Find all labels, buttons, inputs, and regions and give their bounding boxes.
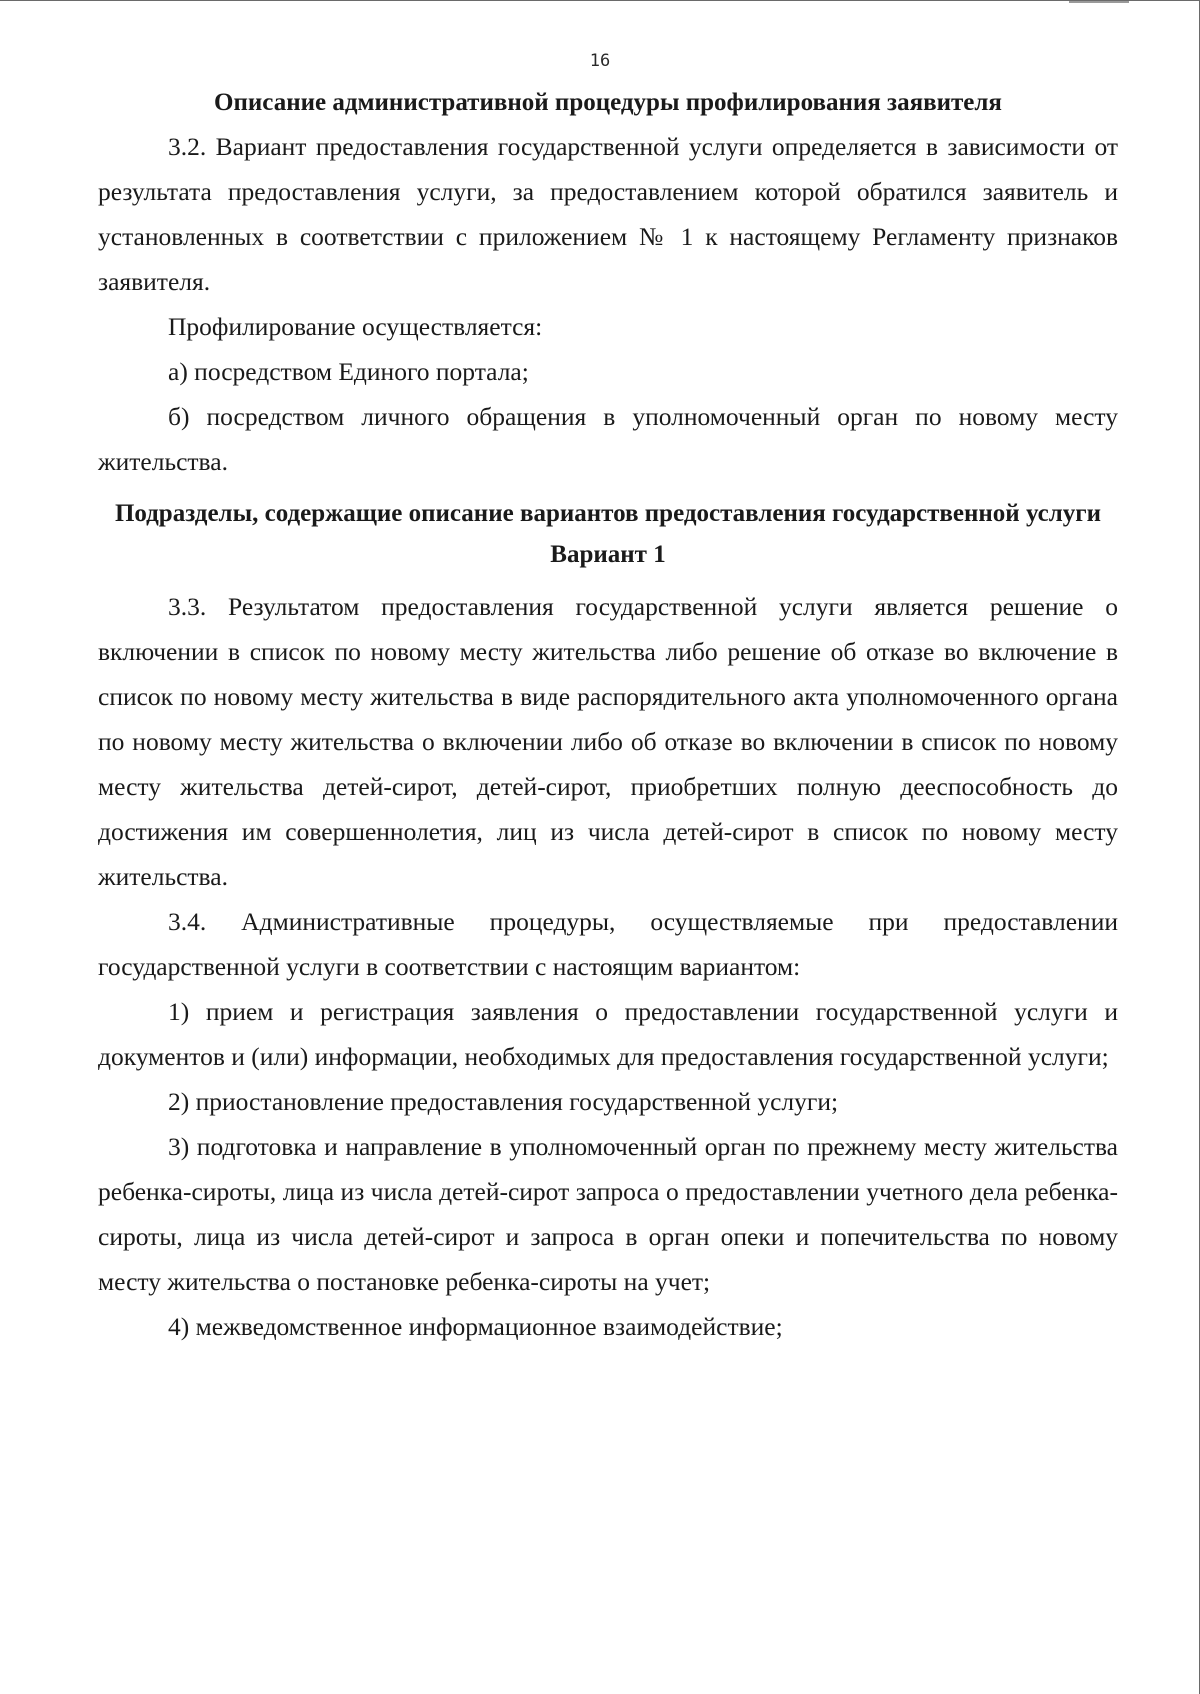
scan-edge-mark bbox=[1069, 1, 1129, 3]
paragraph-3-2: 3.2. Вариант предоставления государственной услуги определяется в зависимости от результата предоставления услуги, за предоставлением которой обратился заявитель и установленных в соответствии с приложением № 1 к настоящему Регламенту признаков заявителя. bbox=[98, 132, 1118, 296]
page-number: 16 bbox=[589, 51, 611, 71]
heading-profiling: Описание административной процедуры профилирования заявителя bbox=[214, 89, 1002, 116]
paragraph-profiling-intro: Профилирование осуществляется: bbox=[168, 312, 543, 341]
heading-subsections: Подразделы, содержащие описание вариантов предоставления государственной услуги bbox=[114, 500, 1102, 527]
paragraph-3-3: 3.3. Результатом предоставления государственной услуги является решение о включении в список по новому месту жительства либо решение об отказе во включение в список по новому месту жительства в виде распорядительного акта уполномоченного органа по новому месту жительства о включении либо об отказе во включении в список по новому месту жительства детей-сирот, детей-сирот, приобретших полную дееспособность до достижения им совершеннолетия, лиц из числа детей-сирот в список по новому месту жительства. bbox=[98, 592, 1118, 891]
paragraph-3-4: 3.4. Административные процедуры, осуществляемые при предоставлении государственной услуги в соответствии с настоящим вариантом: bbox=[98, 907, 1118, 981]
list-item-2: 2) приостановление предоставления государственной услуги; bbox=[168, 1087, 839, 1116]
list-item-4: 4) межведомственное информационное взаимодействие; bbox=[168, 1312, 783, 1341]
paragraph-profiling-b: б) посредством личного обращения в уполномоченный орган по новому месту жительства. bbox=[98, 402, 1118, 476]
heading-variant-1: Вариант 1 bbox=[550, 541, 666, 568]
paragraph-profiling-a: а) посредством Единого портала; bbox=[168, 357, 529, 386]
document-body bbox=[98, 87, 1118, 1349]
list-item-1: 1) прием и регистрация заявления о предоставлении государственной услуги и документов и (или) информации, необходимых для предоставления государственной услуги; bbox=[98, 997, 1118, 1071]
list-item-3: 3) подготовка и направление в уполномоченный орган по прежнему месту жительства ребенка-сироты, лица из числа детей-сирот запроса о предоставлении учетного дела ребенка-сироты, лица из числа детей-сирот и запроса в орган опеки и попечительства по новому месту жительства о постановке ребенка-сироты на учет; bbox=[98, 1132, 1118, 1296]
